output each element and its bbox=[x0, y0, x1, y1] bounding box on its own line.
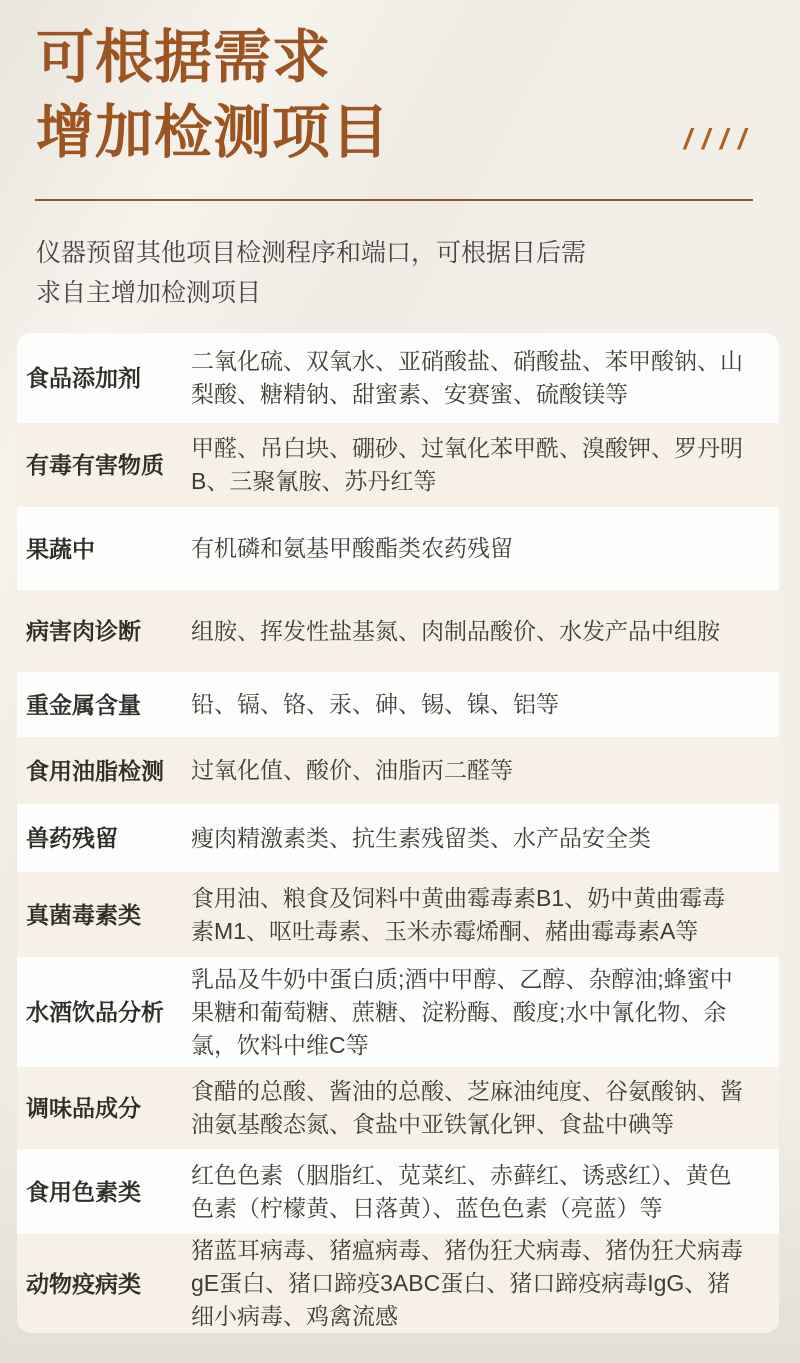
page-title-line2: 增加检测项目 bbox=[36, 100, 391, 165]
row-items-value: 红色色素（胭脂红、苋菜红、赤藓红、诱惑红）、黄色色素（柠檬黄、日落黄）、蓝色色素（亮蓝）等 bbox=[191, 1161, 732, 1221]
row-category-label: 调味品成分 bbox=[26, 1095, 141, 1121]
row-items-value: 甲醛、吊白块、硼砂、过氧化苯甲酰、溴酸钾、罗丹明B、三聚氰胺、苏丹红等 bbox=[191, 435, 743, 494]
row-category-label: 食用油脂检测 bbox=[26, 757, 164, 784]
row-items-value: 瘦肉精激素类、抗生素残留类、水产品安全类 bbox=[191, 824, 651, 851]
row-items-value: 食用油、粮食及饲料中黄曲霉毒素B1、奶中黄曲霉毒素M1、呕吐毒素、玉米赤霉烯酮、赭曲霉毒素A等 bbox=[191, 884, 726, 944]
detection-items-table bbox=[17, 333, 779, 1333]
page-title-line1: 可根据需求 bbox=[36, 25, 332, 90]
row-items-value: 猪蓝耳病毒、猪瘟病毒、猪伪狂犬病毒、猪伪狂犬病毒gE蛋白、猪口蹄疫3ABC蛋白、猪口蹄疫病毒IgG、猪细小病毒、鸡禽流感 bbox=[191, 1237, 743, 1329]
page-title bbox=[36, 20, 390, 170]
table-row bbox=[17, 672, 779, 737]
table-row bbox=[17, 333, 779, 423]
row-category-label: 兽药残留 bbox=[26, 825, 118, 851]
table-row bbox=[17, 423, 779, 507]
row-category-label: 重金属含量 bbox=[26, 691, 141, 718]
title-underline bbox=[35, 199, 753, 201]
row-category-label: 有毒有害物质 bbox=[26, 452, 164, 478]
slashes-decoration-icon: //// bbox=[683, 124, 756, 156]
table-row bbox=[17, 1149, 779, 1234]
row-items-value: 过氧化值、酸价、油脂丙二醛等 bbox=[191, 757, 513, 783]
row-category-label: 水酒饮品分析 bbox=[26, 999, 164, 1025]
row-category-label: 食用色素类 bbox=[26, 1178, 141, 1205]
table-row bbox=[17, 804, 779, 872]
table-row bbox=[17, 957, 779, 1067]
table-row bbox=[17, 1067, 779, 1149]
table-row bbox=[17, 1234, 779, 1333]
row-category-label: 动物疫病类 bbox=[26, 1270, 141, 1297]
row-items-value: 铅、镉、铬、汞、砷、锡、镍、铝等 bbox=[191, 691, 559, 717]
row-items-value: 组胺、挥发性盐基氮、肉制品酸价、水发产品中组胺 bbox=[191, 617, 720, 644]
row-items-value: 食醋的总酸、酱油的总酸、芝麻油纯度、谷氨酸钠、酱油氨基酸态氮、食盐中亚铁氰化钾、食盐中碘等 bbox=[191, 1078, 743, 1137]
table-row bbox=[17, 872, 779, 957]
row-items-value: 乳品及牛奶中蛋白质;酒中甲醇、乙醇、杂醇油;蜂蜜中果糖和葡萄糖、蔗糖、淀粉酶、酸度;水中氰化物、余氯，饮料中维C等 bbox=[191, 965, 733, 1058]
table-row bbox=[17, 590, 779, 672]
table-row bbox=[17, 737, 779, 804]
row-category-label: 果蔬中 bbox=[26, 535, 95, 562]
subtitle: 仪器预留其他项目检测程序和端口，可根据日后需求自主增加检测项目 bbox=[36, 239, 587, 307]
row-items-value: 二氧化硫、双氧水、亚硝酸盐、硝酸盐、苯甲酸钠、山梨酸、糖精钠、甜蜜素、安赛蜜、硫酸镁等 bbox=[191, 348, 743, 407]
table-row bbox=[17, 507, 779, 590]
row-category-label: 病害肉诊断 bbox=[26, 618, 141, 644]
header bbox=[0, 0, 800, 333]
row-items-value: 有机磷和氨基甲酸酯类农药残留 bbox=[191, 535, 513, 561]
row-category-label: 食品添加剂 bbox=[26, 365, 141, 391]
row-category-label: 真菌毒素类 bbox=[26, 901, 141, 928]
